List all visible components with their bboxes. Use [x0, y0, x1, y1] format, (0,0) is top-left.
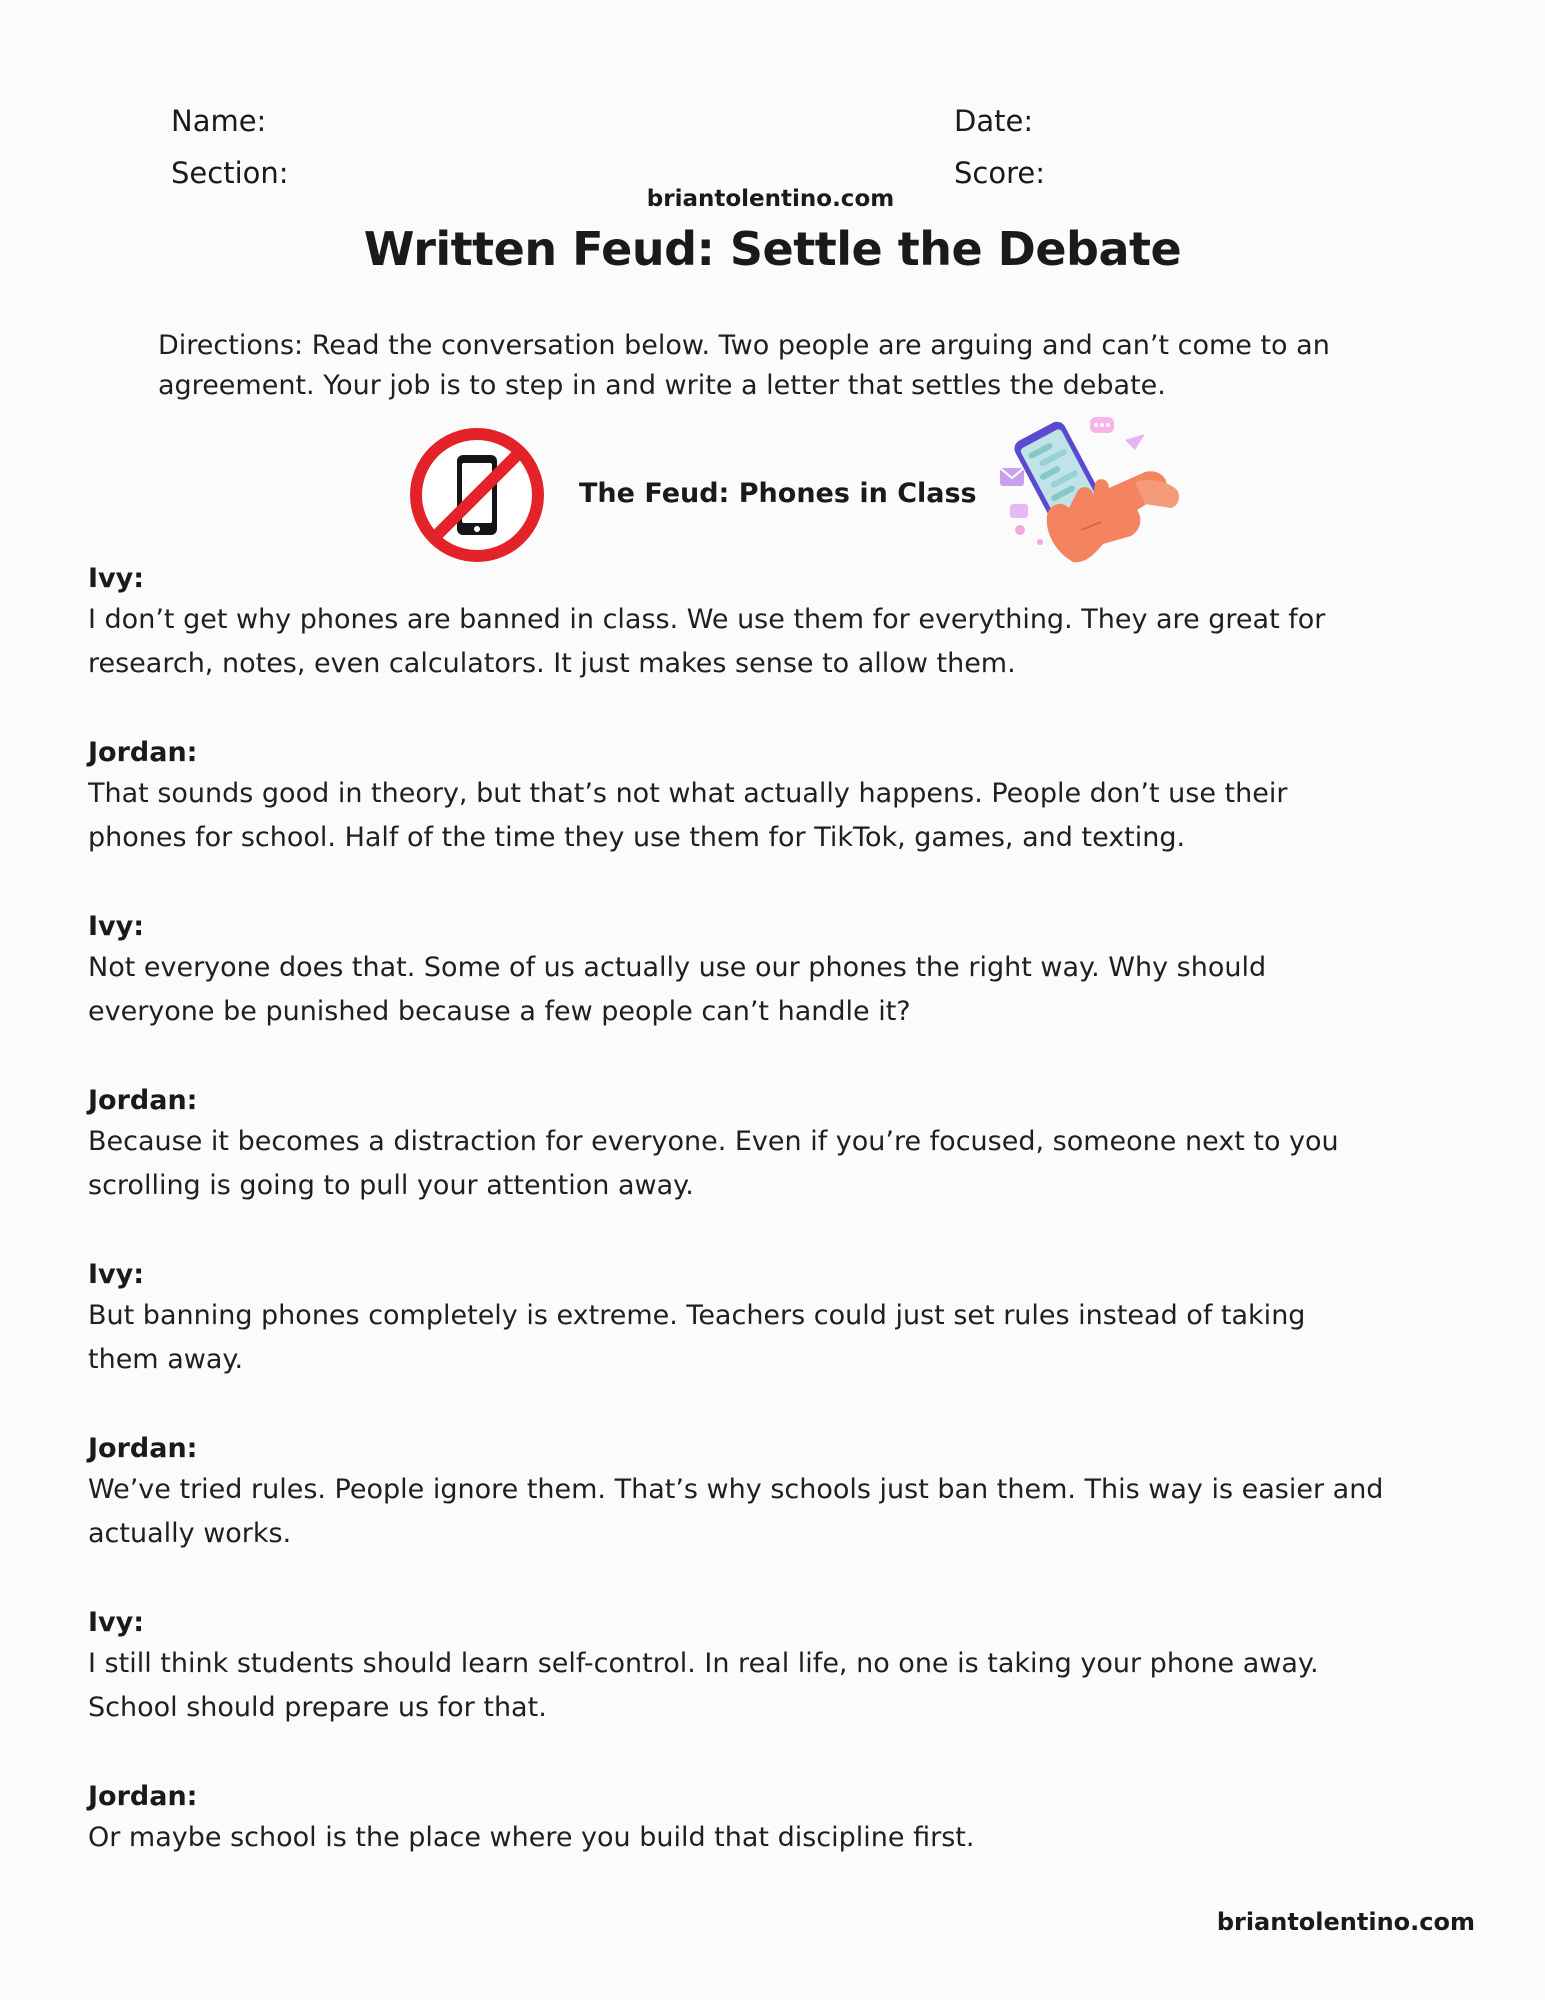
no-phone-icon — [407, 425, 547, 565]
page-title: Written Feud: Settle the Debate — [363, 222, 1182, 276]
dialogue-line: Not everyone does that. Some of us actually use our phones the right way. Why should — [88, 952, 1267, 983]
dialogue-turn — [88, 1604, 1468, 1730]
speaker-name: Ivy: — [88, 911, 145, 942]
speaker-name: Jordan: — [88, 737, 198, 768]
dialogue-line: I don’t get why phones are banned in class. We use them for everything. They are great for — [88, 604, 1326, 635]
dialogue-line: Because it becomes a distraction for everyone. Even if you’re focused, someone next to you — [88, 1126, 1339, 1157]
dialogue-turn — [88, 734, 1468, 860]
speaker-name: Jordan: — [88, 1085, 198, 1116]
dialogue-line: School should prepare us for that. — [88, 1692, 547, 1723]
speaker-name: Ivy: — [88, 563, 145, 594]
speaker-name: Jordan: — [88, 1781, 198, 1812]
name-label: Name: — [171, 104, 267, 138]
dialogue-line: everyone be punished because a few people can’t handle it? — [88, 996, 911, 1027]
directions-text: Directions: Read the conversation below. Two people are arguing and can’t come to an agreement. Your job is to step in and write a letter that settles the debate. — [158, 330, 1330, 401]
dialogue-turn — [88, 1430, 1468, 1556]
section-label: Section: — [171, 156, 289, 190]
dialogue-line: them away. — [88, 1344, 244, 1375]
dialogue-line: I still think students should learn self-control. In real life, no one is taking your phone away. — [88, 1648, 1319, 1679]
dialogue-line: research, notes, even calculators. It just makes sense to allow them. — [88, 648, 1016, 679]
dialogue-line: phones for school. Half of the time they use them for TikTok, games, and texting. — [88, 822, 1186, 853]
site-watermark-top — [0, 186, 1545, 212]
feud-topic-title: The Feud: Phones in Class — [579, 478, 977, 509]
score-label: Score: — [954, 156, 1045, 190]
dialogue-turn — [88, 908, 1468, 1034]
site-watermark-bottom: briantolentino.com — [1216, 1908, 1475, 1936]
site-watermark-top-text: briantolentino.com — [646, 186, 895, 212]
speaker-name: Jordan: — [88, 1433, 198, 1464]
date-label: Date: — [954, 104, 1034, 138]
dialogue-turn — [88, 560, 1468, 686]
dialogue-line: We’ve tried rules. People ignore them. That’s why schools just ban them. This way is easier and — [88, 1474, 1384, 1505]
dialogue-turn — [88, 1256, 1468, 1382]
speaker-name: Ivy: — [88, 1607, 145, 1638]
dialogue-line: But banning phones completely is extreme. Teachers could just set rules instead of taking — [88, 1300, 1306, 1331]
dialogue-line: actually works. — [88, 1518, 292, 1549]
dialogue-turn — [88, 1778, 1468, 1860]
dialogue-line: Or maybe school is the place where you build that discipline first. — [88, 1822, 975, 1853]
dialogue-line: scrolling is going to pull your attention away. — [88, 1170, 694, 1201]
speaker-name: Ivy: — [88, 1259, 145, 1290]
hand-holding-phone-icon — [985, 412, 1185, 577]
dialogue-turn — [88, 1082, 1468, 1208]
dialogue-line: That sounds good in theory, but that’s not what actually happens. People don’t use their — [88, 778, 1288, 809]
